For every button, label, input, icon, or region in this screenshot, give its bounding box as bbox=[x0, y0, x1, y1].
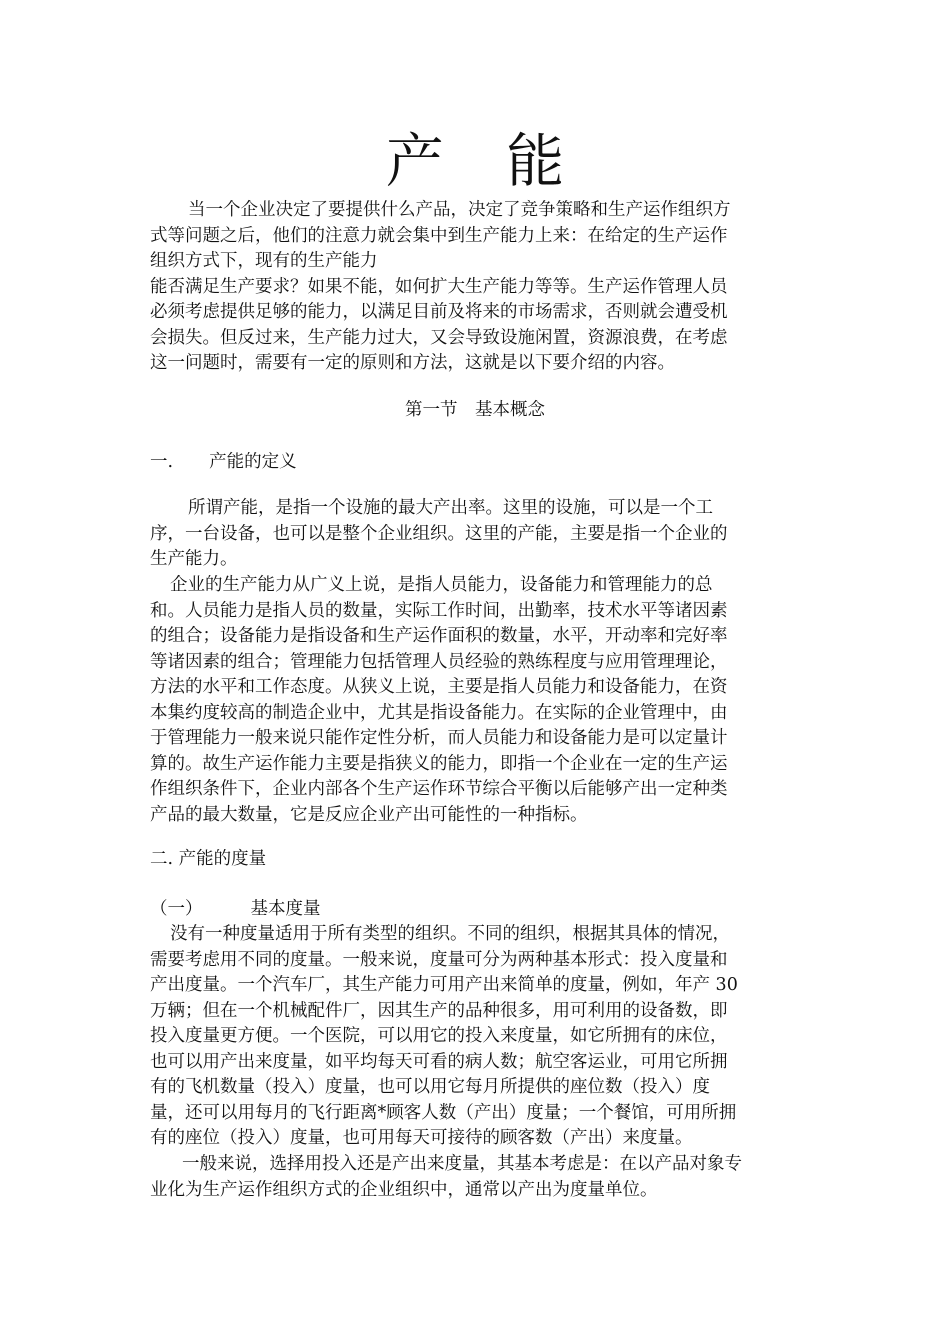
definition-line: 所谓产能，是指一个设施的最大产出率。这里的设施，可以是一个工 bbox=[188, 498, 713, 518]
definition-line: 生产能力。 bbox=[150, 549, 238, 569]
capacity-line: 产品的最大数量，它是反应企业产出可能性的一种指标。 bbox=[150, 804, 588, 825]
definition-line: 序，一台设备，也可以是整个企业组织。这里的产能，主要是指一个企业的 bbox=[150, 523, 728, 544]
capacity-line: 本集约度较高的制造企业中，尤其是指设备能力。在实际的企业管理中，由 bbox=[150, 702, 728, 723]
measure-paragraph bbox=[150, 922, 790, 1152]
heading-definition bbox=[150, 450, 297, 475]
measure-line: 没有一种度量适用于所有类型的组织。不同的组织，根据其具体的情况， bbox=[170, 924, 730, 944]
choice-line: 业化为生产运作组织方式的企业组织中，通常以产出为度量单位。 bbox=[150, 1179, 658, 1200]
measure-line: 万辆；但在一个机械配件厂，因其生产的品种很多，用可利用的设备数，即 bbox=[150, 1000, 728, 1021]
choice-paragraph bbox=[150, 1152, 790, 1203]
measure-line: 也可以用产出来度量，如平均每天可看的病人数；航空客运业，可用它所拥 bbox=[150, 1051, 728, 1072]
intro-line: 这一问题时，需要有一定的原则和方法，这就是以下要介绍的内容。 bbox=[150, 353, 675, 373]
subheading-number: （一） bbox=[150, 899, 203, 919]
measure-line: 有的座位（投入）度量，也可用每天可接待的顾客数（产出）来度量。 bbox=[150, 1128, 693, 1148]
intro-line: 当一个企业决定了要提供什么产品，决定了竞争策略和生产运作组织方 bbox=[188, 200, 731, 220]
capacity-line: 于管理能力一般来说只能作定性分析，而人员能力和设备能力是可以定量计 bbox=[150, 728, 728, 748]
capacity-line: 企业的生产能力从广义上说，是指人员能力，设备能力和管理能力的总 bbox=[170, 575, 713, 595]
heading-measure: 二. 产能的度量 bbox=[150, 849, 267, 869]
intro-line: 式等问题之后，他们的注意力就会集中到生产能力上来：在给定的生产运作 bbox=[150, 225, 728, 246]
capacity-line: 的组合；设备能力是指设备和生产运作面积的数量，水平，开动率和完好率 bbox=[150, 626, 728, 646]
choice-line: 一般来说，选择用投入还是产出来度量，其基本考虑是：在以产品对象专 bbox=[182, 1154, 742, 1174]
capacity-line: 和。人员能力是指人员的数量，实际工作时间，出勤率，技术水平等诸因素 bbox=[150, 600, 728, 621]
capacity-line: 作组织条件下，企业内部各个生产运作环节综合平衡以后能够产出一定种类 bbox=[150, 779, 728, 799]
heading-number: 一. bbox=[150, 452, 174, 472]
measure-line: 产出度量。一个汽车厂，其生产能力可用产出来简单的度量，例如，年产 30 bbox=[150, 975, 738, 995]
intro-line: 会损失。但反过来，生产能力过大，又会导致设施闲置，资源浪费，在考虑 bbox=[150, 327, 728, 348]
intro-line: 必须考虑提供足够的能力，以满足目前及将来的市场需求，否则就会遭受机 bbox=[150, 302, 728, 322]
definition-paragraph bbox=[150, 496, 790, 573]
page-title: 产 能 bbox=[385, 127, 587, 195]
measure-line: 投入度量更方便。一个医院，可以用它的投入来度量，如它所拥有的床位， bbox=[150, 1026, 728, 1046]
capacity-line: 方法的水平和工作态度。从狭义上说，主要是指人员能力和设备能力，在资 bbox=[150, 677, 728, 697]
capacity-paragraph bbox=[150, 573, 790, 828]
intro-paragraph bbox=[150, 198, 790, 377]
subheading-text: 基本度量 bbox=[250, 899, 321, 919]
measure-line: 有的飞机数量（投入）度量，也可以用它每月所提供的座位数（投入）度 bbox=[150, 1077, 710, 1097]
heading-text: 产能的定义 bbox=[209, 452, 297, 472]
intro-line: 组织方式下，现有的生产能力 bbox=[150, 251, 378, 271]
intro-line: 能否满足生产要求？如果不能，如何扩大生产能力等等。生产运作管理人员 bbox=[150, 276, 728, 297]
capacity-line: 等诸因素的组合；管理能力包括管理人员经验的熟练程度与应用管理理论， bbox=[150, 651, 728, 672]
section-title: 第一节 基本概念 bbox=[405, 400, 545, 420]
capacity-line: 算的。故生产运作能力主要是指狭义的能力，即指一个企业在一定的生产运 bbox=[150, 753, 728, 774]
measure-line: 需要考虑用不同的度量。一般来说，度量可分为两种基本形式：投入度量和 bbox=[150, 949, 728, 970]
subheading-basic bbox=[150, 897, 321, 922]
measure-line: 量，还可以用每月的飞行距离*顾客人数（产出）度量；一个餐馆，可用所拥 bbox=[150, 1102, 737, 1123]
